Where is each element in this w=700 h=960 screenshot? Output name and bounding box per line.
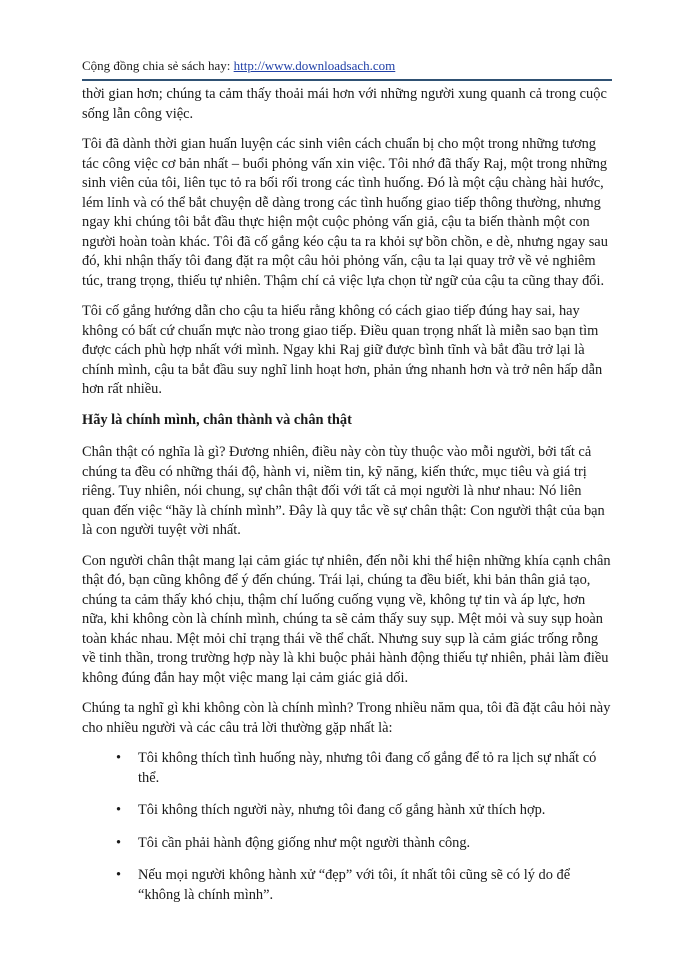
bullet-icon: • xyxy=(116,867,122,883)
header-link[interactable]: http://www.downloadsach.com xyxy=(233,58,396,73)
bullet-list xyxy=(82,749,612,905)
list-item xyxy=(116,801,612,821)
list-item xyxy=(116,834,612,854)
section-heading: Hãy là chính mình, chân thành và chân thật xyxy=(82,411,352,428)
list-item-text: Tôi cần phải hành động giống như một người thành công. xyxy=(138,834,471,851)
list-item-text: Tôi không thích người này, nhưng tôi đang cố gắng hành xử thích hợp. xyxy=(138,802,546,818)
paragraph: Chúng ta nghĩ gì khi không còn là chính mình? Trong nhiều năm qua, tôi đã đặt câu hỏi này cho nhiều người và các câu trả lời thường gặp nhất là: xyxy=(82,700,611,736)
list-item xyxy=(116,749,612,788)
paragraph: Tôi cố gắng hướng dẫn cho cậu ta hiểu rằng không có cách giao tiếp đúng hay sai, hay không có bất cứ chuẩn mực nào trong giao tiếp. Điều quan trọng nhất là miễn sao bạn tìm được cách phù hợp nhất với mình. Ngay khi Raj giữ được bình tĩnh và bắt đầu trở lại là chính mình, cậu ta bắt đầu suy nghĩ linh hoạt hơn, phản ứng nhanh hơn và trở nên hấp dẫn hơn rất nhiều. xyxy=(82,303,603,397)
header-text: Cộng đồng chia sẻ sách hay: xyxy=(82,58,234,73)
bullet-icon: • xyxy=(116,834,122,851)
paragraph: thời gian hơn; chúng ta cảm thấy thoải mái hơn với những người xung quanh cả trong cuộc sống lẫn công việc. xyxy=(82,86,607,122)
list-item-text: Tôi không thích tình huống này, nhưng tôi đang cố gắng để tỏ ra lịch sự nhất có thể. xyxy=(138,750,597,786)
paragraph: Chân thật có nghĩa là gì? Đương nhiên, điều này còn tùy thuộc vào mỗi người, bởi tất cả chúng ta đều có những thái độ, hành vi, niềm tin, kỹ năng, kiến thức, mục tiêu và giá trị riêng. Tuy nhiên, nói chung, sự chân thật đối với tất cả mọi người là như nhau: Nó liên quan đến việc “hãy là chính mình”. Đây là quy tắc về sự chân thật: Con người thật của bạn là con người tuyệt vời nhất. xyxy=(82,444,605,538)
bullet-icon: • xyxy=(116,750,122,766)
list-item xyxy=(116,866,612,905)
page-header xyxy=(82,58,612,81)
list-item-text: Nếu mọi người không hành xử “đẹp” với tôi, ít nhất tôi cũng sẽ có lý do để “không là chính mình”. xyxy=(138,867,571,903)
document-page xyxy=(82,58,612,918)
paragraph: Tôi đã dành thời gian huấn luyện các sinh viên cách chuẩn bị cho một trong những tương tác công việc cơ bản nhất – buổi phỏng vấn xin việc. Tôi nhớ đã thấy Raj, một trong những sinh viên của tôi, liên tục tỏ ra bối rối trong các tình huống. Đó là một cậu chàng hài hước, lém lỉnh và có thể bắt chuyện dễ dàng trong các tình huống giao tiếp thông thường, nhưng ngay khi chúng tôi bắt đầu thực hiện một cuộc phỏng vấn giả, cậu ta biến thành một con người hoàn toàn khác. Tôi đã cố gắng kéo cậu ta ra khỏi sự bồn chồn, e dè, nhưng ngay sau đó, khi nhận thấy tôi đang đặt ra một câu hỏi phỏng vấn, cậu ta lại quay trở về vẻ nghiêm túc, trang trọng, thiếu tự nhiên. Thậm chí cả việc lựa chọn từ ngữ của cậu ta cũng thay đổi. xyxy=(82,136,608,289)
bullet-icon: • xyxy=(116,802,122,818)
paragraph: Con người chân thật mang lại cảm giác tự nhiên, đến nỗi khi thể hiện những khía cạnh chân thật đó, bạn cũng không để ý đến chúng. Trái lại, chúng ta đều biết, khi bản thân giả tạo, chúng ta cảm thấy khó chịu, thậm chí luống cuống vụng về, không tự tin và áp lực, hơn nữa, khi không còn là chính mình, chúng ta sẽ cảm thấy suy sụp. Mệt mỏi và suy sụp hoàn toàn khác nhau. Mệt mỏi chỉ trạng thái về thể chất. Nhưng suy sụp là cảm giác trống rỗng về tinh thần, trong trường hợp này là khi buộc phải hành động thiếu tự nhiên, phải làm điều không đúng đắn hay một việc mang lại cảm giác giả dối. xyxy=(82,552,611,686)
